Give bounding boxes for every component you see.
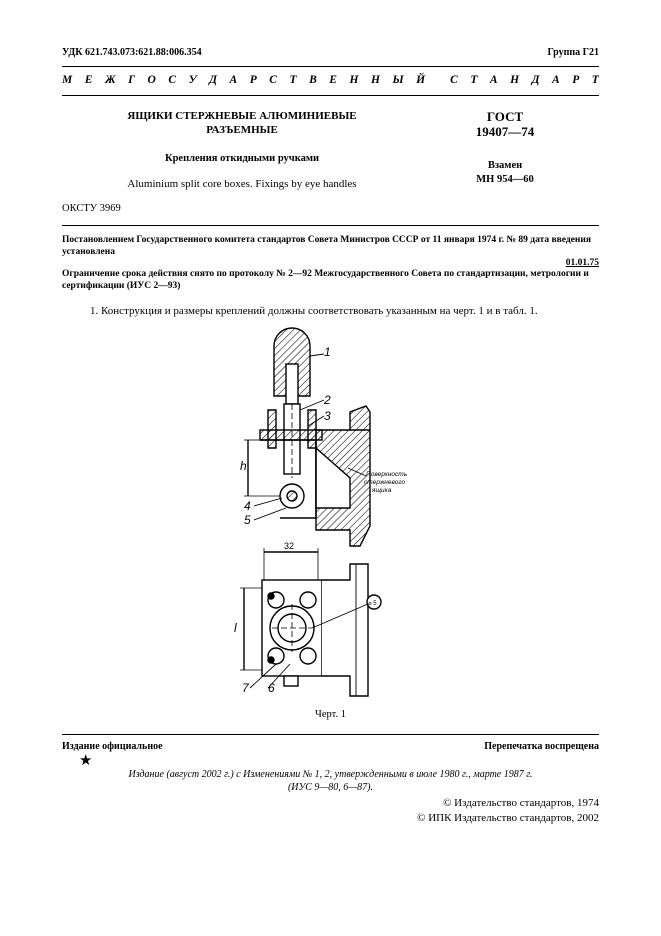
callout-6: 6 — [268, 681, 275, 695]
banner-letter: А — [489, 74, 498, 86]
banner-letter: Д — [531, 74, 540, 86]
banner-letter: О — [147, 74, 156, 86]
banner-letter: Д — [209, 74, 217, 86]
banner-letter: Р — [249, 74, 257, 86]
standard-banner — [62, 74, 599, 86]
banner-letter: А — [551, 74, 560, 86]
banner-letter: С — [269, 74, 277, 86]
banner-letter: Т — [470, 74, 478, 86]
callout-7: 7 — [242, 681, 249, 695]
dimension-h: h — [240, 459, 247, 473]
dimension-diameter: ⌀ 5 — [368, 601, 377, 607]
title-line-2: РАЗЪЕМНЫЕ — [206, 124, 278, 136]
gost-label: ГОСТ — [486, 109, 524, 124]
edition-history — [62, 768, 599, 794]
figure-caption: Черт. 1 — [315, 709, 346, 720]
note-line-1: Поверхность — [366, 471, 408, 478]
reprint-notice: Перепечатка воспрещена — [484, 741, 599, 752]
star-icon: ★ — [79, 753, 93, 769]
history-line-2: (ИУС 9—80, 6—87). — [287, 782, 374, 793]
gost-designation — [455, 109, 555, 139]
banner-letter: Т — [289, 74, 297, 86]
banner-letter: М — [62, 74, 73, 86]
intro-date: 01.01.75 — [565, 258, 599, 268]
banner-letter: Й — [416, 74, 426, 86]
banner-letter: Е — [84, 74, 93, 86]
replaces-label: Взамен — [487, 160, 523, 171]
limitation-paragraph: Ограничение срока действия снято по протоколу № 2—92 Межгосударственного Совета по стандартизации, метрологии и сертификации (ИУС 2—93) — [62, 269, 589, 291]
banner-letter: Г — [128, 74, 136, 86]
callout-4: 4 — [244, 499, 251, 513]
top-rule — [62, 66, 599, 67]
banner-rule — [62, 95, 599, 96]
dimension-l: l — [234, 621, 237, 635]
banner-letter: Н — [370, 74, 380, 86]
english-title: Aluminium split core boxes. Fixings by eye handles — [127, 178, 357, 190]
clause-1: 1. Конструкция и размеры креплений должны соответствовать указанным на черт. 1 и в табл. 1. — [90, 305, 538, 317]
replaces-block — [455, 159, 555, 187]
technical-drawing — [220, 318, 410, 703]
history-line-1: Издание (август 2002 г.) с Изменениями № 1, 2, утвержденными в июле 1980 г., марте 1987 г. — [128, 769, 533, 780]
udk-code: УДК 621.743.073:621.88:006.354 — [62, 47, 202, 58]
banner-letter: У — [188, 74, 197, 86]
dimension-32: 32 — [284, 541, 295, 551]
banner-letter: Н — [349, 74, 359, 86]
replaces-value: МН 954—60 — [476, 174, 534, 185]
note-line-2: стержневого — [364, 479, 406, 486]
document-subtitle: Крепления откидными ручками — [164, 153, 320, 164]
footer-rule — [62, 734, 599, 735]
banner-letter: Н — [510, 74, 520, 86]
callout-2: 2 — [324, 393, 331, 407]
callout-1: 1 — [324, 345, 331, 359]
banner-letter: Р — [572, 74, 580, 86]
banner-letter: Ж — [104, 74, 116, 86]
banner-letter: С — [450, 74, 458, 86]
official-edition: Издание официальное — [62, 741, 163, 752]
copyright-2002: © ИПК Издательство стандартов, 2002 — [417, 812, 599, 824]
banner-letter: Т — [591, 74, 599, 86]
note-line-3: ящика — [372, 487, 392, 494]
callout-5: 5 — [244, 513, 251, 527]
banner-letter: Е — [329, 74, 337, 86]
gost-number: 19407—74 — [475, 124, 535, 139]
title-line-1: ЯЩИКИ СТЕРЖНЕВЫЕ АЛЮМИНИЕВЫЕ — [127, 110, 357, 122]
callout-3: 3 — [324, 409, 331, 423]
okstu-code: ОКСТУ 3969 — [62, 203, 121, 214]
banner-letter: А — [229, 74, 238, 86]
document-title — [62, 109, 422, 137]
banner-letter: С — [168, 74, 177, 86]
banner-letter: В — [309, 74, 317, 86]
header-rule — [62, 225, 599, 226]
banner-letter: Ы — [392, 74, 404, 86]
group-code: Группа Г21 — [547, 47, 599, 58]
decree-paragraph: Постановлением Государственного комитета стандартов Совета Министров СССР от 11 января 1974 г. № 89 дата введения установлена — [62, 235, 591, 257]
copyright-1974: © Издательство стандартов, 1974 — [443, 797, 599, 809]
